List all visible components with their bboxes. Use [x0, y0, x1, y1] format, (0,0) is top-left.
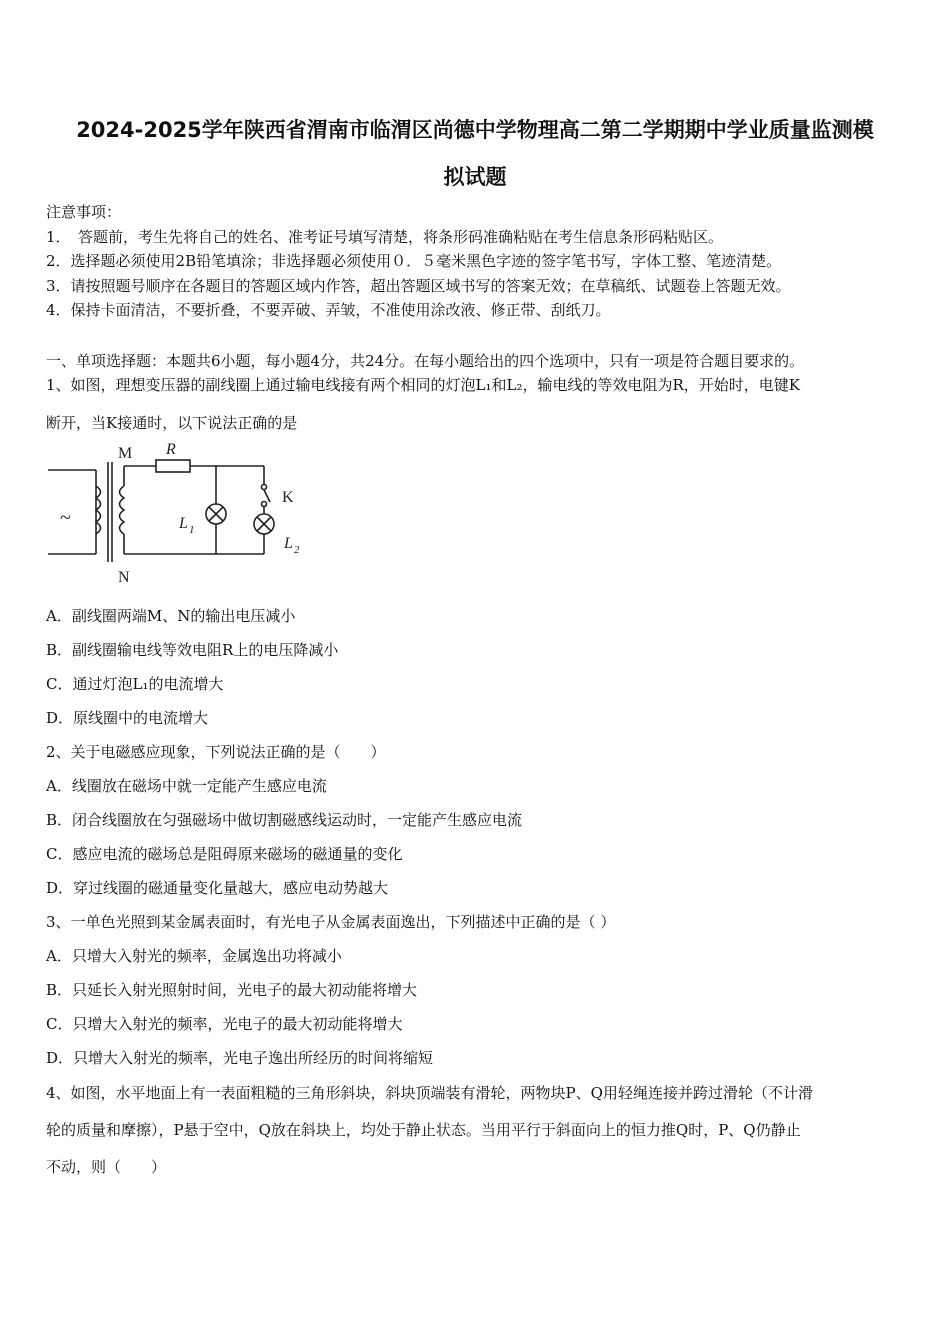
- label-R: R: [166, 441, 176, 458]
- q2-option-a: A．线圈放在磁场中就一定能产生感应电流: [46, 777, 327, 795]
- label-N: N: [118, 569, 130, 586]
- q2-option-c: C．感应电流的磁场总是阻碍原来磁场的磁通量的变化: [46, 845, 403, 863]
- q3-option-d: D．只增大入射光的频率，光电子逸出所经历的时间将缩短: [46, 1049, 434, 1067]
- q1-stem: 1、如图，理想变压器的副线圈上通过输电线接有两个相同的灯泡L₁和L₂，输电线的等效电阻为R，开始时，电键K: [46, 376, 800, 394]
- q2-stem: 2、关于电磁感应现象，下列说法正确的是（ ）: [46, 743, 386, 761]
- q1-option-a: A．副线圈两端M、N的输出电压减小: [46, 607, 296, 625]
- q1-option-c: C．通过灯泡L₁的电流增大: [46, 675, 224, 693]
- q1-stem: 断开，当K接通时，以下说法正确的是: [46, 414, 298, 432]
- label-M: M: [118, 445, 133, 462]
- notice-item: 4．保持卡面清洁，不要折叠，不要弄破、弄皱，不准使用涂改液、修正带、刮纸刀。: [46, 301, 611, 319]
- label-L1: L: [179, 515, 188, 532]
- q4-stem: 不动，则（ ）: [46, 1158, 167, 1176]
- q2-option-d: D．穿过线圈的磁通量变化量越大，感应电动势越大: [46, 879, 389, 897]
- notice-item: 2．选择题必须使用2B铅笔填涂；非选择题必须使用０．５毫米黑色字迹的签字笔书写，字体工整、笔迹清楚。: [46, 252, 782, 270]
- notice-heading: 注意事项：: [46, 203, 122, 221]
- q3-option-b: B．只延长入射光照射时间，光电子的最大初动能将增大: [46, 981, 418, 999]
- q3-option-a: A．只增大入射光的频率，金属逸出功将减小: [46, 947, 342, 965]
- q1-circuit-figure: [48, 440, 318, 590]
- q1-option-d: D．原线圈中的电流增大: [46, 709, 209, 727]
- notice-item: 1． 答题前，考生先将自己的姓名、准考证号填写清楚，将条形码准确粘贴在考生信息条形码粘贴区。: [46, 228, 724, 246]
- exam-title-line1: 2024-2025学年陕西省渭南市临渭区尚德中学物理高二第二学期期中学业质量监测模: [76, 118, 874, 142]
- label-L2-sub: 2: [294, 544, 300, 556]
- q4-stem: 4、如图，水平地面上有一表面粗糙的三角形斜块，斜块顶端装有滑轮，两物块P、Q用轻绳连接并跨过滑轮（不计滑: [46, 1084, 813, 1102]
- q1-option-b: B．副线圈输电线等效电阻R上的电压降减小: [46, 641, 339, 659]
- label-L1-sub: 1: [189, 524, 195, 536]
- q3-stem: 3、一单色光照到某金属表面时，有光电子从金属表面逸出，下列描述中正确的是（ ）: [46, 913, 616, 931]
- q4-stem: 轮的质量和摩擦），P悬于空中，Q放在斜块上，均处于静止状态。当用平行于斜面向上的恒力推Q时，P、Q仍静止: [46, 1121, 801, 1139]
- label-K: K: [282, 489, 294, 506]
- label-L2: L: [284, 535, 293, 552]
- ac-source-symbol: ~: [60, 507, 71, 529]
- q2-option-b: B．闭合线圈放在匀强磁场中做切割磁感线运动时，一定能产生感应电流: [46, 811, 523, 829]
- q3-option-c: C．只增大入射光的频率，光电子的最大初动能将增大: [46, 1015, 403, 1033]
- exam-title-line2: 拟试题: [443, 165, 507, 189]
- section-heading: 一、单项选择题：本题共6小题，每小题4分，共24分。在每小题给出的四个选项中，只有一项是符合题目要求的。: [46, 352, 805, 370]
- notice-item: 3．请按照题号顺序在各题目的答题区域内作答，超出答题区域书写的答案无效；在草稿纸、试题卷上答题无效。: [46, 277, 791, 295]
